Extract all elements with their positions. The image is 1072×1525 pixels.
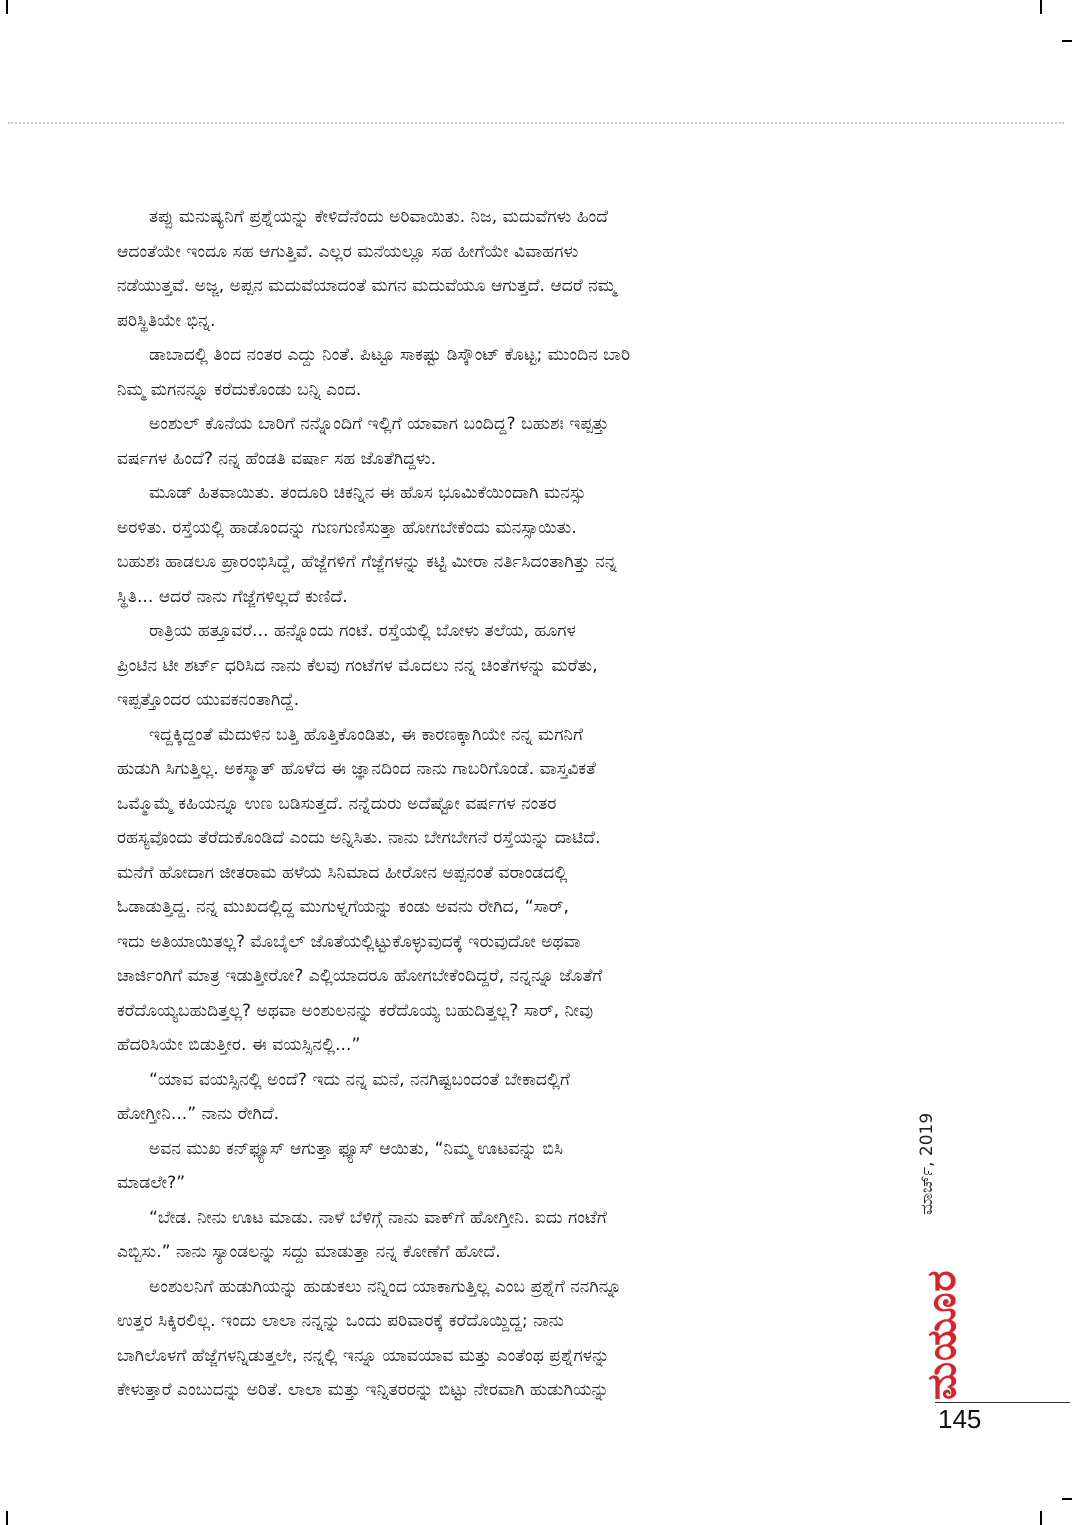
article-body xyxy=(117,200,887,1408)
paragraph: ಅವನ ಮುಖ ಕನ್‌ಫ್ಯೂಸ್ ಆಗುತ್ತಾ ಫ್ಯೂಸ್ ಆಯಿತು, “ನಿಮ್ಮ ಊಟವನ್ನು ಬಿಸಿ ಮಾಡಲೇ?” xyxy=(117,1138,564,1193)
issue-date: ಮಾರ್ಚ್, 2019 xyxy=(917,1112,937,1215)
crop-mark-top-left xyxy=(6,0,8,14)
crop-mark-bottom-right xyxy=(1040,1511,1042,1525)
paragraph: ಅಂಶುಲನಿಗೆ ಹುಡುಗಿಯನ್ನು ಹುಡುಕಲು ನನ್ನಿಂದ ಯಾಕಾಗುತ್ತಿಲ್ಲ ಎಂಬ ಪ್ರಶ್ನೆಗೆ ನನಗಿನ್ನೂ ಉತ್ತರ ಸಿಕ್ಕಿರಲಿಲ್ಲ. ಇಂದು ಲಾಲಾ ನನ್ನನ್ನು ಒಂದು ಪರಿವಾರಕ್ಕೆ ಕರೆದೊಯ್ದಿದ್ದ; ನಾನು ಬಾಗಿಲೊಳಗೆ ಹೆಜ್ಜೆಗಳನ್ನಿಡುತ್ತಲೇ, ನನ್ನಲ್ಲಿ ಇನ್ನೂ ಯಾವಯಾವ ಮತ್ತು ಎಂತೆಂಥ ಪ್ರಶ್ನೆಗಳನ್ನು ಕೇಳುತ್ತಾರೆ ಎಂಬುದನ್ನು ಅರಿತೆ. ಲಾಲಾ ಮತ್ತು ಇನ್ನಿತರರನ್ನು ಬಿಟ್ಟು ನೇರವಾಗಿ ಹುಡುಗಿಯನ್ನು xyxy=(117,1276,622,1400)
page-number-rule xyxy=(935,1402,1070,1403)
paragraph: ಇದ್ದಕ್ಕಿದ್ದಂತೆ ಮೆದುಳಿನ ಬತ್ತಿ ಹೊತ್ತಿಕೊಂಡಿತು, ಈ ಕಾರಣಕ್ಕಾಗಿಯೇ ನನ್ನ ಮಗನಿಗೆ ಹುಡುಗಿ ಸಿಗುತ್ತಿಲ್ಲ. ಅಕಸ್ಮಾತ್ ಹೊಳೆದ ಈ ಜ್ಞಾನದಿಂದ ನಾನು ಗಾಬರಿಗೊಂಡೆ. ವಾಸ್ತವಿಕತೆ ಒಮ್ಮೊಮ್ಮೆ ಕಹಿಯನ್ನೂ ಉಣ ಬಡಿಸುತ್ತದೆ. ನನ್ನೆದುರು ಅದೆಷ್ಟೋ ವರ್ಷಗಳ ನಂತರ ರಹಸ್ಯವೊಂದು ತೆರೆದುಕೊಂಡಿದೆ ಎಂದು ಅನ್ನಿಸಿತು. ನಾನು ಬೇಗಬೇಗನೆ ರಸ್ತೆಯನ್ನು ದಾಟಿದೆ. ಮನೆಗೆ ಹೋದಾಗ ಜೀತರಾಮ ಹಳೆಯ ಸಿನಿಮಾದ ಹೀರೋನ ಅಪ್ಪನಂತೆ ವರಾಂಡದಲ್ಲಿ ಓಡಾಡುತ್ತಿದ್ದ. ನನ್ನ ಮುಖದಲ್ಲಿದ್ದ ಮುಗುಳ್ನಗೆಯನ್ನು ಕಂಡು ಅವನು ರೇಗಿದ, “ಸಾರ್, ಇದು ಅತಿಯಾಯಿತಲ್ಲ? ಮೊಬೈಲ್ ಜೊತೆಯಲ್ಲಿಟ್ಟುಕೊಳ್ಳುವುದಕ್ಕೆ ಇರುವುದೋ ಅಥವಾ ಚಾರ್ಜಿಂಗಿಗೆ ಮಾತ್ರ ಇಡುತ್ತೀರೋ? ಎಲ್ಲಿಯಾದರೂ ಹೋಗಬೇಕೆಂದಿದ್ದರೆ, ನನ್ನನ್ನೂ ಜೊತೆಗೆ ಕರೆದೊಯ್ಯಬಹುದಿತ್ತಲ್ಲ? ಅಥವಾ ಅಂಶುಲನನ್ನು ಕರೆದೊಯ್ಯ ಬಹುದಿತ್ತಲ್ಲ? ಸಾರ್, ನೀವು ಹೆದರಿಸಿಯೇ ಬಿಡುತ್ತೀರ. ಈ ವಯಸ್ಸಿನಲ್ಲಿ...” xyxy=(117,724,603,1055)
paragraph: ಅಂಶುಲ್ ಕೊನೆಯ ಬಾರಿಗೆ ನನ್ನೊಂದಿಗೆ ಇಲ್ಲಿಗೆ ಯಾವಾಗ ಬಂದಿದ್ದ? ಬಹುಶಃ ಇಪ್ಪತ್ತು ವರ್ಷಗಳ ಹಿಂದೆ? ನನ್ನ ಹೆಂಡತಿ ವರ್ಷಾ ಸಹ ಜೊತೆಗಿದ್ದಳು. xyxy=(117,414,609,469)
paragraph: “ಬೇಡ. ನೀನು ಊಟ ಮಾಡು. ನಾಳೆ ಬೆಳಿಗ್ಗೆ ನಾನು ವಾಕ್‌ಗೆ ಹೋಗ್ತೀನಿ. ಐದು ಗಂಟೆಗೆ ಎಬ್ಬಿಸು.” ನಾನು ಸ್ಯಾಂಡಲನ್ನು ಸದ್ದು ಮಾಡುತ್ತಾ ನನ್ನ ಕೋಣೆಗೆ ಹೋದೆ. xyxy=(117,1207,607,1262)
magazine-logo: ಮಯೂರ xyxy=(919,1269,965,1400)
paragraph: ರಾತ್ರಿಯ ಹತ್ತೂವರೆ... ಹನ್ನೊಂದು ಗಂಟೆ. ರಸ್ತೆಯಲ್ಲಿ ಬೋಳು ತಲೆಯ, ಹೂಗಳ ಪ್ರಿಂಟಿನ ಟೀ ಶರ್ಟ್ ಧರಿಸಿದ ನಾನು ಕೆಲವು ಗಂಟೆಗಳ ಮೊದಲು ನನ್ನ ಚಿಂತೆಗಳನ್ನು ಮರೆತು, ಇಪ್ಪತ್ತೊಂದರ ಯುವಕನಂತಾಗಿದ್ದೆ. xyxy=(117,621,598,710)
paragraph: ಡಾಬಾದಲ್ಲಿ ತಿಂದ ನಂತರ ಎದ್ದು ನಿಂತೆ. ಪಿಟ್ಟೂ ಸಾಕಷ್ಟು ಡಿಸ್ಕೌಂಟ್ ಕೊಟ್ಟ; ಮುಂದಿನ ಬಾರಿ ನಿಮ್ಮ ಮಗನನ್ನೂ ಕರೆದುಕೊಂಡು ಬನ್ನಿ ಎಂದ. xyxy=(117,345,631,400)
paragraph: ಮೂಡ್ ಹಿತವಾಯಿತು. ತಂದೂರಿ ಚಿಕನ್ನಿನ ಈ ಹೊಸ ಭೂಮಿಕೆಯಿಂದಾಗಿ ಮನಸ್ಸು ಅರಳಿತು. ರಸ್ತೆಯಲ್ಲಿ ಹಾಡೊಂದನ್ನು ಗುಣಗುಣಿಸುತ್ತಾ ಹೋಗಬೇಕೆಂದು ಮನಸ್ಸಾಯಿತು. ಬಹುಶಃ ಹಾಡಲೂ ಪ್ರಾರಂಭಿಸಿದ್ದೆ, ಹೆಜ್ಜೆಗಳಿಗೆ ಗೆಜ್ಜೆಗಳನ್ನು ಕಟ್ಟಿ ಮೀರಾ ನರ್ತಿಸಿದಂತಾಗಿತ್ತು ನನ್ನ ಸ್ಥಿತಿ... ಆದರೆ ನಾನು ಗೆಜ್ಜೆಗಳಿಲ್ಲದೆ ಕುಣಿದೆ. xyxy=(117,483,617,607)
crop-mark-bottom-left xyxy=(6,1511,8,1525)
header-dotted-rule xyxy=(8,122,1064,124)
crop-mark-top-right xyxy=(1040,0,1042,14)
crop-mark-right-bottom xyxy=(1062,1498,1072,1500)
paragraph: ತಪ್ಪು ಮನುಷ್ಯನಿಗೆ ಪ್ರಶ್ನೆಯನ್ನು ಕೇಳಿದೆನೆಂದು ಅರಿವಾಯಿತು. ನಿಜ, ಮದುವೆಗಳು ಹಿಂದೆ ಆದಂತೆಯೇ ಇಂದೂ ಸಹ ಆಗುತ್ತಿವೆ. ಎಲ್ಲರ ಮನೆಯಲ್ಲೂ ಸಹ ಹೀಗೆಯೇ ವಿವಾಹಗಳು ನಡೆಯುತ್ತವೆ. ಅಜ್ಜ, ಅಪ್ಪನ ಮದುವೆಯಾದಂತೆ ಮಗನ ಮದುವೆಯೂ ಆಗುತ್ತದೆ. ಆದರೆ ನಮ್ಮ ಪರಿಸ್ಥಿತಿಯೇ ಭಿನ್ನ. xyxy=(117,207,617,331)
page-number: 145 xyxy=(938,1404,982,1434)
paragraph: “ಯಾವ ವಯಸ್ಸಿನಲ್ಲಿ ಅಂದೆ? ಇದು ನನ್ನ ಮನೆ, ನನಗಿಷ್ಟಬಂದಂತೆ ಬೇಕಾದಲ್ಲಿಗೆ ಹೋಗ್ತೀನಿ...” ನಾನು ರೇಗಿದೆ. xyxy=(117,1069,570,1124)
crop-mark-right-top xyxy=(1062,40,1072,42)
